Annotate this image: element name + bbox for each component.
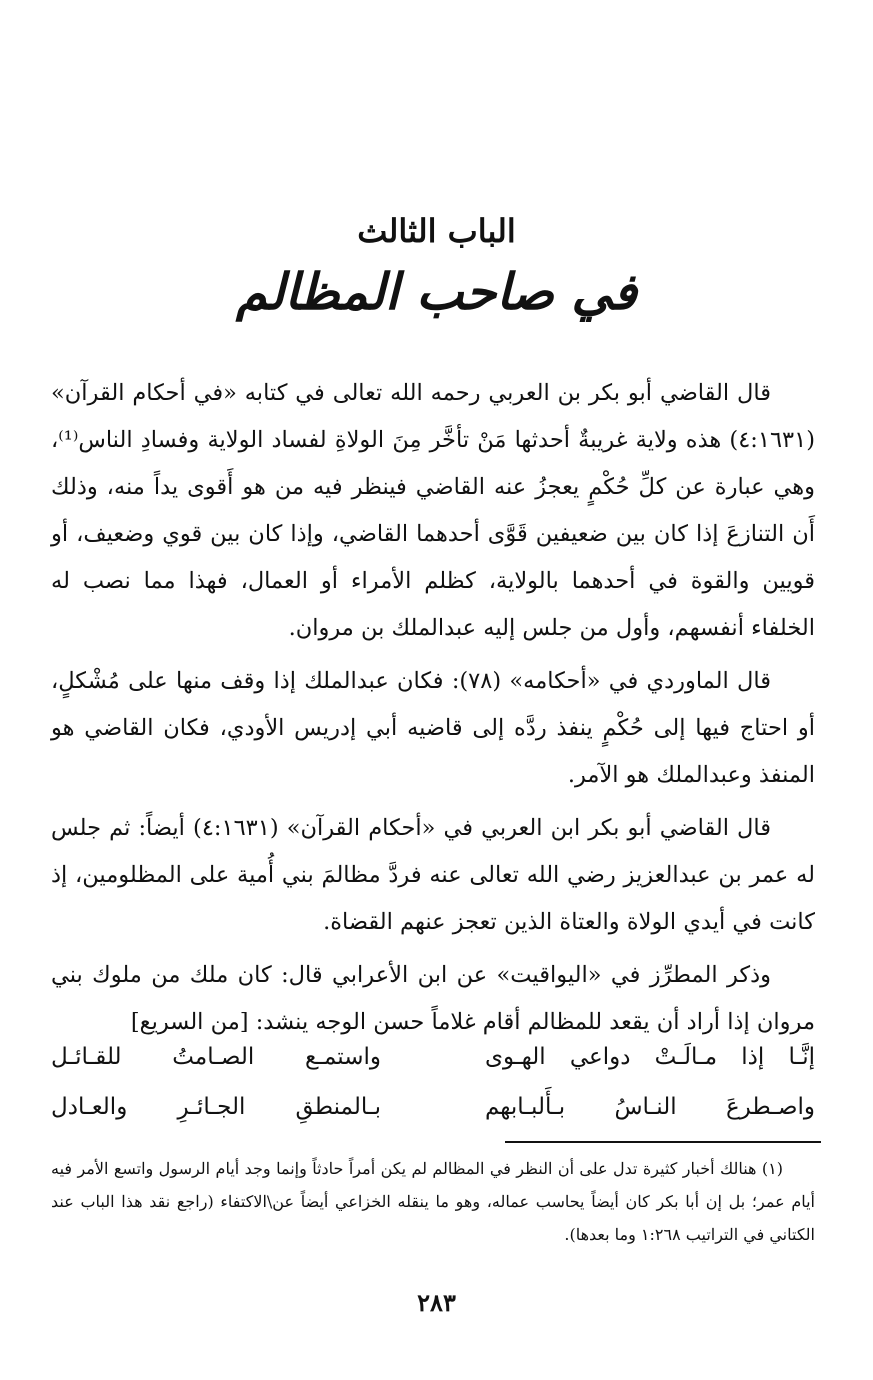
verse-2-first-hemistich: واصـطرعَ النـاسُ بـأَلبـابهم — [485, 1094, 815, 1120]
chapter-label: الباب الثالث — [357, 212, 516, 250]
paragraph-2: قال الماوردي في «أحكامه» (٧٨): فكان عبدالملك إذا وقف منها على مُشْكلٍ، أو احتاج فيها إلى حُكْمٍ ينفذ ردَّه إلى قاضيه أبي إدريس الأودي، فكان القاضي هو المنفذ وعبدالملك هو الآمر. — [51, 668, 815, 788]
footnote: (١) هنالك أخبار كثيرة تدل على أن النظر في المظالم لم يكن أمراً حادثاً وإنما وجد أيام الرسول واتسع الأمر فيه أيام عمر؛ بل إن أبا بكر كان أيضاً يحاسب عماله، وهو ما ينقله الخزاعي أيضاً عن\الاكتفاء (راجع نقد هذا الباب عند الكتاني في التراتيب ١:٢٦٨ وما بعدها). — [51, 1159, 815, 1244]
verse-2-second-hemistich: بـالمنطقِ الجـائـرِ والعـادل — [51, 1094, 381, 1120]
body-text — [51, 370, 815, 1052]
paragraph-1: قال القاضي أبو بكر بن العربي رحمه الله تعالى في كتابه «في أحكام القرآن» (٤:١٦٣١) هذه ولاية غريبةٌ أحدثها مَنْ تأخَّر مِنَ الولاةِ لفساد الولاية وفسادِ الناس⁽¹⁾، وهي عبارة عن كلِّ حُكْمٍ يعجزُ عنه القاضي فينظر فيه من هو أَقوى يداً منه، وذلك أَن التنازعَ إذا كان بين ضعيفين قَوَّى أحدهما القاضي، وإذا كان بين قوي وضعيف، أو قويين والقوة في أحدهما بالولاية، كظلم الأمراء أو العمال، فهذا مما نصب له الخلفاء أنفسهم، وأول من جلس إليه عبدالملك بن مروان. — [51, 380, 815, 641]
page-number: ٢٨٣ — [417, 1288, 456, 1317]
verse-1-second-hemistich: واستمـع الصـامتُ للقـائـل — [51, 1044, 381, 1070]
paragraph-3: قال القاضي أبو بكر ابن العربي في «أحكام القرآن» (٤:١٦٣١) أيضاً: ثم جلس له عمر بن عبدالعزيز رضي الله تعالى عنه فردَّ مظالمَ بني أُمية على المظلومين، إذ كانت في أيدي الولاة والعتاة الذين تعجز عنهم القضاة. — [51, 815, 815, 935]
verse-line-2 — [51, 1094, 815, 1120]
paragraph-4: وذكر المطرِّز في «اليواقيت» عن ابن الأعرابي قال: كان ملك من ملوك بني مروان إذا أراد أن يقعد للمظالم أقام غلاماً حسن الوجه ينشد: [من السريع] — [51, 962, 815, 1035]
chapter-title: في صاحب المظالم — [236, 262, 637, 321]
verse-1-first-hemistich: إنَّـا إذا مـالَـتْ دواعي الهـوى — [485, 1044, 815, 1070]
verse-line-1 — [51, 1044, 815, 1070]
footnote-separator — [505, 1141, 821, 1143]
